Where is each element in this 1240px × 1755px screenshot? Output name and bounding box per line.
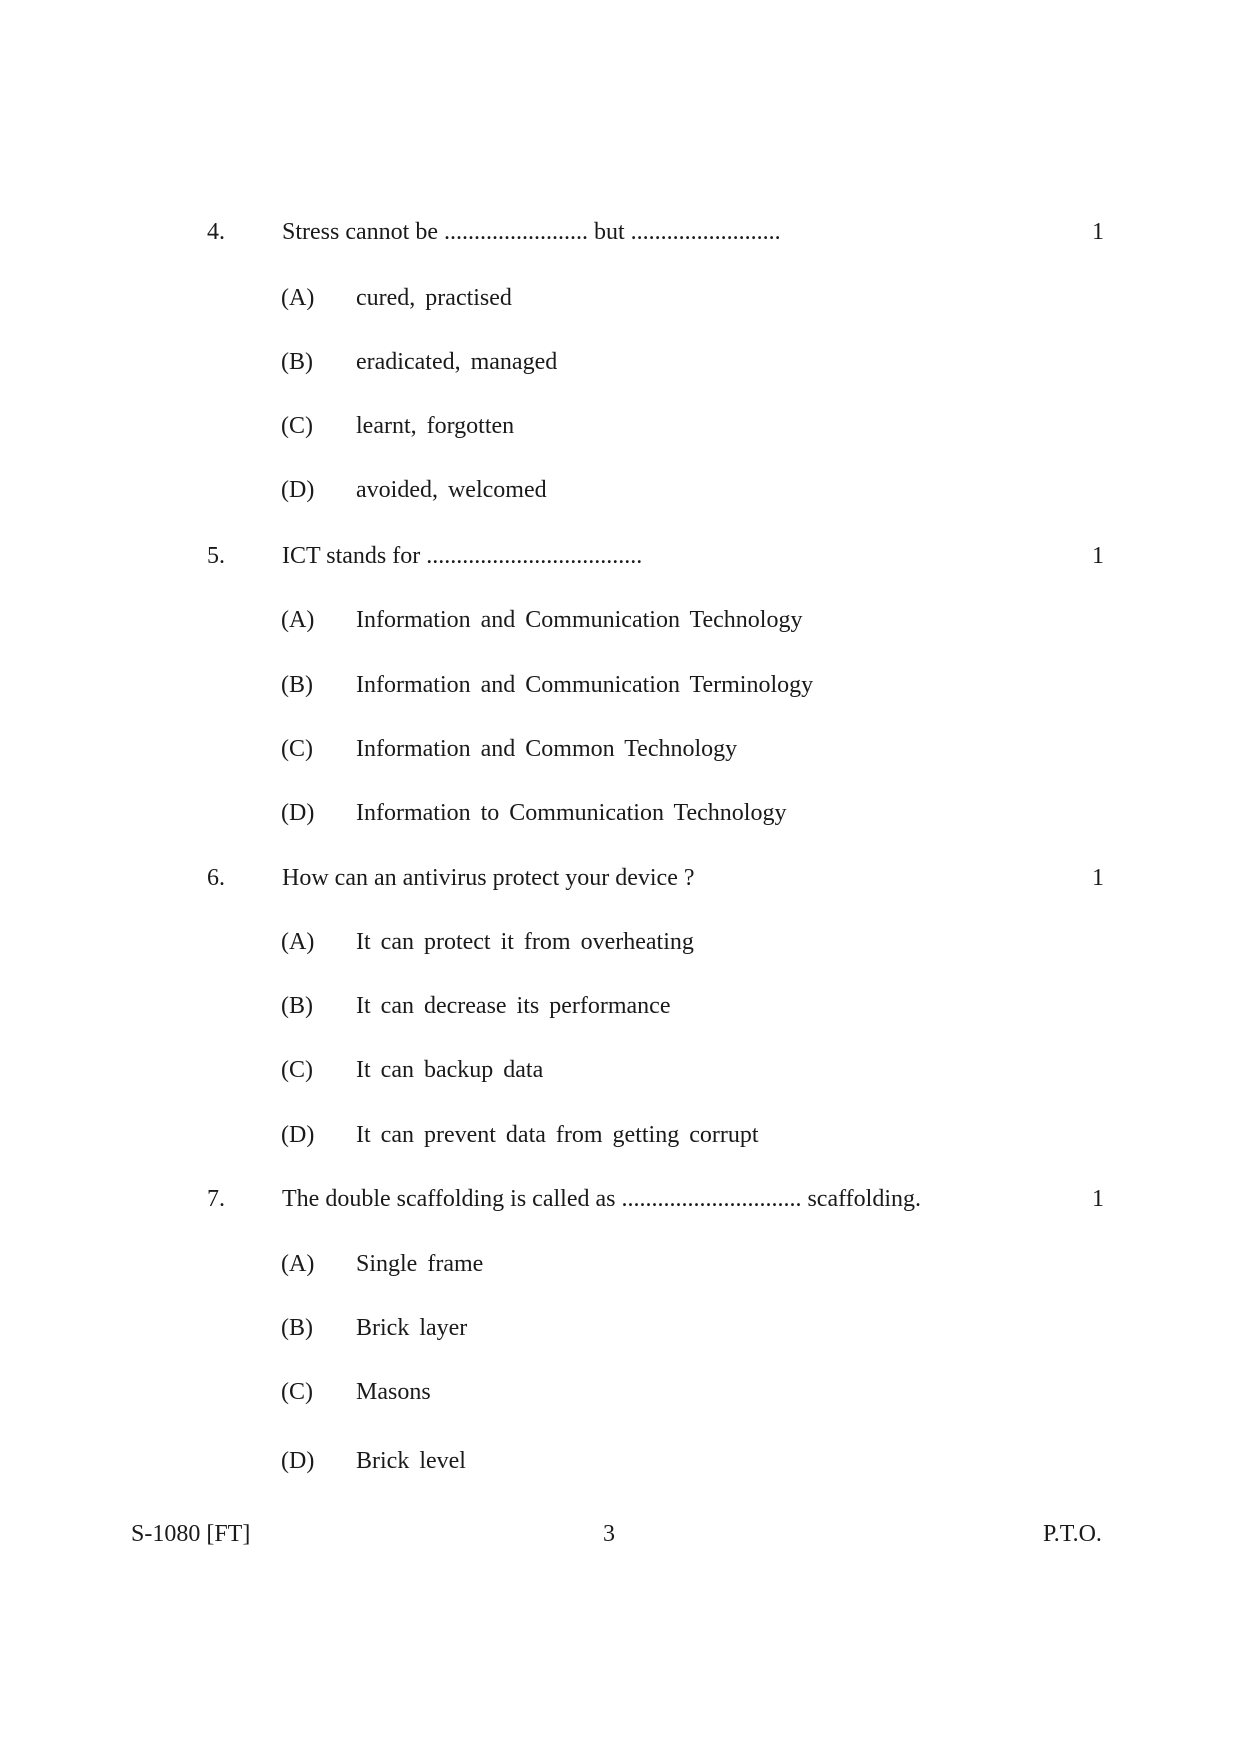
- page-footer: [0, 1516, 1240, 1552]
- option-letter: (D): [281, 1448, 315, 1474]
- option-text: eradicated, managed: [356, 349, 558, 375]
- option-text: Information and Communication Technology: [356, 607, 803, 633]
- option-row: [0, 280, 1240, 316]
- option-letter: (B): [281, 1315, 313, 1341]
- question-text: How can an antivirus protect your device ?: [282, 865, 695, 891]
- option-letter: (A): [281, 607, 315, 633]
- option-letter: (D): [281, 477, 315, 503]
- option-text: Masons: [356, 1379, 431, 1405]
- option-text: cured, practised: [356, 285, 512, 311]
- option-letter: (C): [281, 1057, 313, 1083]
- option-letter: (C): [281, 1379, 313, 1405]
- option-letter: (A): [281, 929, 315, 955]
- option-letter: (B): [281, 672, 313, 698]
- option-letter: (C): [281, 413, 313, 439]
- option-row: [0, 1443, 1240, 1479]
- option-letter: (D): [281, 1122, 315, 1148]
- question-text: Stress cannot be ........................ but .........................: [282, 219, 781, 245]
- page-number: 3: [603, 1521, 615, 1547]
- option-row: [0, 924, 1240, 960]
- option-row: [0, 408, 1240, 444]
- option-row: [0, 667, 1240, 703]
- question-number: 6.: [207, 865, 225, 891]
- option-row: [0, 988, 1240, 1024]
- option-row: [0, 1310, 1240, 1346]
- question-number: 5.: [207, 543, 225, 569]
- option-letter: (C): [281, 736, 313, 762]
- option-letter: (B): [281, 993, 313, 1019]
- option-text: Single frame: [356, 1251, 484, 1277]
- option-text: Brick level: [356, 1448, 466, 1474]
- option-text: It can prevent data from getting corrupt: [356, 1122, 759, 1148]
- option-text: Information and Common Technology: [356, 736, 738, 762]
- question-marks: 1: [1092, 1186, 1104, 1212]
- option-row: [0, 795, 1240, 831]
- option-text: It can protect it from overheating: [356, 929, 694, 955]
- paper-code: S-1080 [FT]: [131, 1521, 251, 1547]
- option-row: [0, 344, 1240, 380]
- option-text: avoided, welcomed: [356, 477, 547, 503]
- option-text: It can backup data: [356, 1057, 544, 1083]
- question-marks: 1: [1092, 543, 1104, 569]
- question-6: [0, 860, 1240, 896]
- question-text: ICT stands for ....................................: [282, 543, 643, 569]
- option-text: Information and Communication Terminology: [356, 672, 814, 698]
- option-letter: (B): [281, 349, 313, 375]
- question-4: [0, 214, 1240, 250]
- question-7: [0, 1181, 1240, 1217]
- option-row: [0, 1117, 1240, 1153]
- question-text: The double scaffolding is called as .............................. scaffolding.: [282, 1186, 921, 1212]
- option-row: [0, 472, 1240, 508]
- option-row: [0, 1374, 1240, 1410]
- option-text: Brick layer: [356, 1315, 468, 1341]
- option-letter: (D): [281, 800, 315, 826]
- option-text: Information to Communication Technology: [356, 800, 787, 826]
- option-letter: (A): [281, 1251, 315, 1277]
- question-number: 7.: [207, 1186, 225, 1212]
- option-text: It can decrease its performance: [356, 993, 671, 1019]
- question-number: 4.: [207, 219, 225, 245]
- pto-label: P.T.O.: [1043, 1521, 1102, 1547]
- question-5: [0, 538, 1240, 574]
- option-row: [0, 731, 1240, 767]
- question-marks: 1: [1092, 865, 1104, 891]
- option-row: [0, 602, 1240, 638]
- option-row: [0, 1052, 1240, 1088]
- option-letter: (A): [281, 285, 315, 311]
- option-text: learnt, forgotten: [356, 413, 515, 439]
- option-row: [0, 1246, 1240, 1282]
- question-marks: 1: [1092, 219, 1104, 245]
